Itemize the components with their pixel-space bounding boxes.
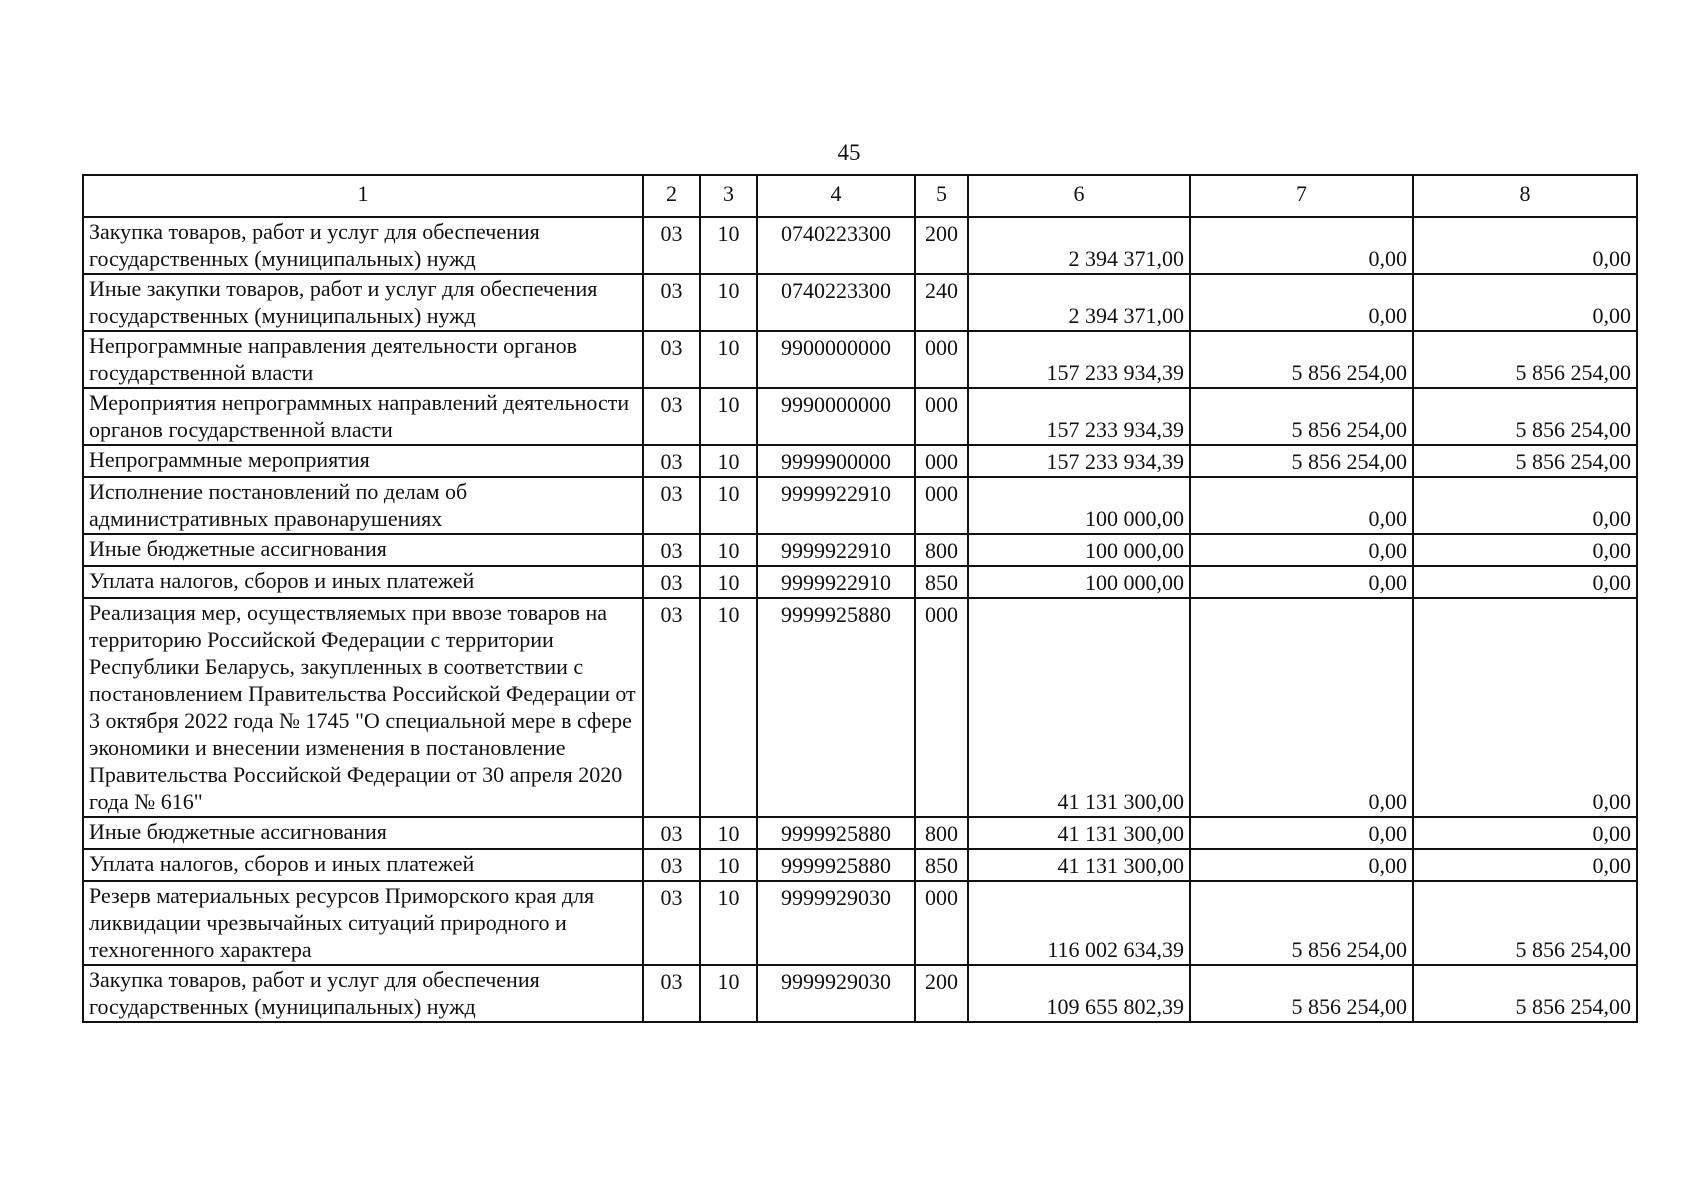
amount-col-8: 0,00: [1413, 217, 1637, 274]
subsection-code: 10: [700, 331, 757, 388]
column-header-6: 6: [968, 175, 1190, 217]
section-code: 03: [643, 445, 700, 477]
amount-col-8: 5 856 254,00: [1413, 388, 1637, 445]
target-article-code: 9999922910: [757, 566, 915, 598]
subsection-code: 10: [700, 445, 757, 477]
budget-table: [82, 174, 1638, 1023]
amount-col-6: 41 131 300,00: [968, 849, 1190, 881]
column-header-7: 7: [1190, 175, 1413, 217]
table-row: [83, 566, 1637, 598]
section-code: 03: [643, 817, 700, 849]
row-name: Закупка товаров, работ и услуг для обеспечения государственных (муниципальных) нужд: [83, 965, 643, 1022]
amount-col-6: 157 233 934,39: [968, 388, 1190, 445]
row-name: Исполнение постановлений по делам об административных правонарушениях: [83, 477, 643, 534]
target-article-code: 9999922910: [757, 534, 915, 566]
section-code: 03: [643, 217, 700, 274]
subsection-code: 10: [700, 817, 757, 849]
expense-type-code: 000: [915, 331, 968, 388]
section-code: 03: [643, 388, 700, 445]
amount-col-7: 0,00: [1190, 477, 1413, 534]
column-header-2: 2: [643, 175, 700, 217]
amount-col-8: 5 856 254,00: [1413, 331, 1637, 388]
target-article-code: 9999929030: [757, 881, 915, 965]
expense-type-code: 000: [915, 477, 968, 534]
table-row: [83, 388, 1637, 445]
table-row: [83, 477, 1637, 534]
amount-col-7: 5 856 254,00: [1190, 445, 1413, 477]
subsection-code: 10: [700, 217, 757, 274]
section-code: 03: [643, 881, 700, 965]
table-row: [83, 849, 1637, 881]
table-row: [83, 965, 1637, 1022]
row-name: Иные бюджетные ассигнования: [83, 817, 643, 849]
target-article-code: 9999925880: [757, 817, 915, 849]
subsection-code: 10: [700, 477, 757, 534]
amount-col-7: 0,00: [1190, 217, 1413, 274]
amount-col-7: 0,00: [1190, 534, 1413, 566]
row-name: Мероприятия непрограммных направлений деятельности органов государственной власти: [83, 388, 643, 445]
amount-col-6: 41 131 300,00: [968, 598, 1190, 817]
table-row: [83, 881, 1637, 965]
row-name: Иные бюджетные ассигнования: [83, 534, 643, 566]
section-code: 03: [643, 566, 700, 598]
target-article-code: 9999922910: [757, 477, 915, 534]
section-code: 03: [643, 274, 700, 331]
target-article-code: 9999925880: [757, 849, 915, 881]
row-name: Уплата налогов, сборов и иных платежей: [83, 849, 643, 881]
target-article-code: 9999925880: [757, 598, 915, 817]
section-code: 03: [643, 534, 700, 566]
subsection-code: 10: [700, 274, 757, 331]
amount-col-6: 116 002 634,39: [968, 881, 1190, 965]
amount-col-7: 0,00: [1190, 817, 1413, 849]
target-article-code: 9900000000: [757, 331, 915, 388]
row-name: Уплата налогов, сборов и иных платежей: [83, 566, 643, 598]
amount-col-6: 157 233 934,39: [968, 445, 1190, 477]
target-article-code: 9990000000: [757, 388, 915, 445]
amount-col-8: 5 856 254,00: [1413, 881, 1637, 965]
amount-col-8: 0,00: [1413, 566, 1637, 598]
subsection-code: 10: [700, 965, 757, 1022]
expense-type-code: 000: [915, 445, 968, 477]
amount-col-6: 41 131 300,00: [968, 817, 1190, 849]
subsection-code: 10: [700, 534, 757, 566]
column-header-1: 1: [83, 175, 643, 217]
subsection-code: 10: [700, 566, 757, 598]
amount-col-8: 0,00: [1413, 534, 1637, 566]
target-article-code: 0740223300: [757, 217, 915, 274]
table-row: [83, 274, 1637, 331]
column-header-5: 5: [915, 175, 968, 217]
amount-col-6: 2 394 371,00: [968, 274, 1190, 331]
column-header-3: 3: [700, 175, 757, 217]
subsection-code: 10: [700, 849, 757, 881]
amount-col-8: 0,00: [1413, 477, 1637, 534]
amount-col-7: 0,00: [1190, 274, 1413, 331]
subsection-code: 10: [700, 388, 757, 445]
amount-col-8: 5 856 254,00: [1413, 445, 1637, 477]
subsection-code: 10: [700, 598, 757, 817]
expense-type-code: 800: [915, 534, 968, 566]
expense-type-code: 200: [915, 217, 968, 274]
amount-col-7: 5 856 254,00: [1190, 388, 1413, 445]
table-row: [83, 817, 1637, 849]
expense-type-code: 000: [915, 598, 968, 817]
amount-col-7: 5 856 254,00: [1190, 965, 1413, 1022]
section-code: 03: [643, 849, 700, 881]
expense-type-code: 800: [915, 817, 968, 849]
page-number: 45: [837, 140, 861, 165]
row-name: Резерв материальных ресурсов Приморского края для ликвидации чрезвычайных ситуаций природного и техногенного характера: [83, 881, 643, 965]
column-header-8: 8: [1413, 175, 1637, 217]
amount-col-6: 157 233 934,39: [968, 331, 1190, 388]
amount-col-7: 5 856 254,00: [1190, 881, 1413, 965]
expense-type-code: 240: [915, 274, 968, 331]
amount-col-6: 100 000,00: [968, 566, 1190, 598]
target-article-code: 9999929030: [757, 965, 915, 1022]
section-code: 03: [643, 477, 700, 534]
amount-col-6: 2 394 371,00: [968, 217, 1190, 274]
row-name: Закупка товаров, работ и услуг для обеспечения государственных (муниципальных) нужд: [83, 217, 643, 274]
amount-col-7: 0,00: [1190, 566, 1413, 598]
amount-col-7: 5 856 254,00: [1190, 331, 1413, 388]
amount-col-8: 0,00: [1413, 274, 1637, 331]
amount-col-6: 109 655 802,39: [968, 965, 1190, 1022]
target-article-code: 9999900000: [757, 445, 915, 477]
expense-type-code: 850: [915, 566, 968, 598]
row-name: Реализация мер, осуществляемых при ввозе товаров на территорию Российской Федерации с территории Республики Беларусь, закупленных в соответствии с постановлением Правительства Российской Федерации от 3 октября 2022 года № 1745 "О специальной мере в сфере экономики и внесении изменения в постановление Правительства Российской Федерации от 30 апреля 2020 года № 616": [83, 598, 643, 817]
table-row: [83, 217, 1637, 274]
column-header-4: 4: [757, 175, 915, 217]
expense-type-code: 850: [915, 849, 968, 881]
amount-col-7: 0,00: [1190, 849, 1413, 881]
row-name: Иные закупки товаров, работ и услуг для обеспечения государственных (муниципальных) нужд: [83, 274, 643, 331]
subsection-code: 10: [700, 881, 757, 965]
section-code: 03: [643, 965, 700, 1022]
amount-col-8: 0,00: [1413, 598, 1637, 817]
target-article-code: 0740223300: [757, 274, 915, 331]
section-code: 03: [643, 331, 700, 388]
column-number-row: [83, 175, 1637, 217]
amount-col-8: 0,00: [1413, 849, 1637, 881]
row-name: Непрограммные направления деятельности органов государственной власти: [83, 331, 643, 388]
amount-col-6: 100 000,00: [968, 534, 1190, 566]
expense-type-code: 000: [915, 388, 968, 445]
table-row: [83, 445, 1637, 477]
amount-col-6: 100 000,00: [968, 477, 1190, 534]
row-name: Непрограммные мероприятия: [83, 445, 643, 477]
table-row: [83, 331, 1637, 388]
expense-type-code: 200: [915, 965, 968, 1022]
amount-col-8: 5 856 254,00: [1413, 965, 1637, 1022]
amount-col-7: 0,00: [1190, 598, 1413, 817]
section-code: 03: [643, 598, 700, 817]
amount-col-8: 0,00: [1413, 817, 1637, 849]
expense-type-code: 000: [915, 881, 968, 965]
table-row: [83, 534, 1637, 566]
table-row: [83, 598, 1637, 817]
